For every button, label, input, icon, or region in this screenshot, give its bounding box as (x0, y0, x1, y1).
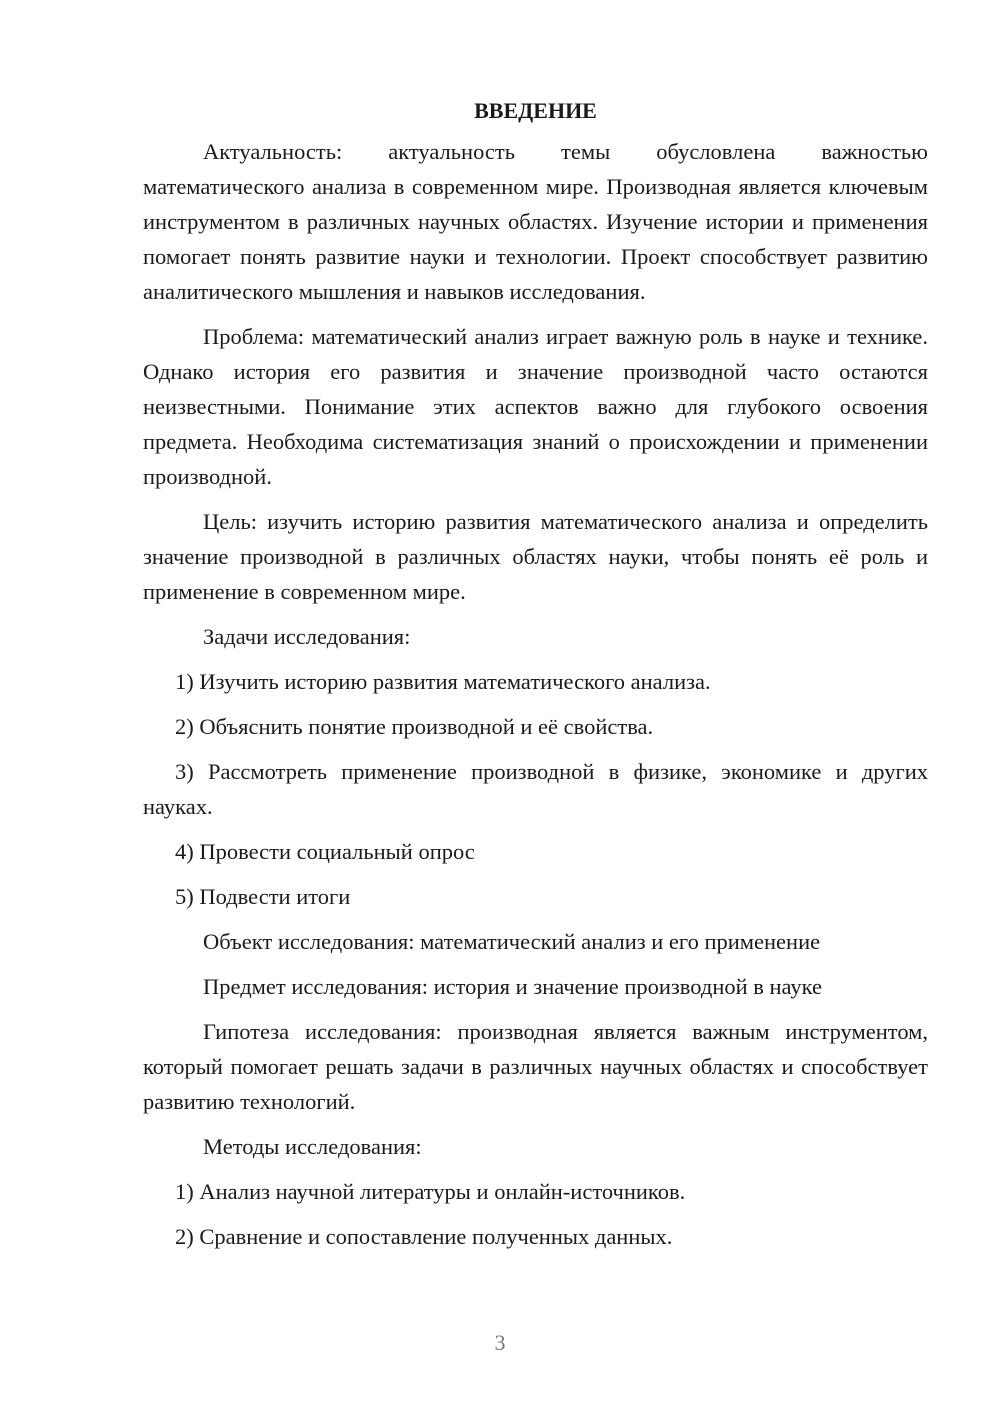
task-item-2: 2) Объяснить понятие производной и её свойства. (175, 714, 654, 739)
task-item-3: 3) Рассмотреть применение производной в физике, экономике и других науках. (143, 759, 928, 819)
task-item-5: 5) Подвести итоги (175, 884, 351, 909)
method-item-2: 2) Сравнение и сопоставление полученных данных. (175, 1224, 673, 1249)
section-heading: ВВЕДЕНИЕ (474, 98, 597, 123)
hypothesis-paragraph: Гипотеза исследования: производная является важным инструментом, который помогает решать задачи в различных научных областях и способствует развитию технологий. (143, 1019, 928, 1114)
goal-paragraph: Цель: изучить историю развития математического анализа и определить значение производной в различных областях науки, чтобы понять её роль и применение в современном мире. (143, 509, 928, 604)
method-item-1: 1) Анализ научной литературы и онлайн-источников. (175, 1179, 686, 1204)
page-number: 3 (494, 1330, 506, 1355)
methods-title: Методы исследования: (203, 1134, 422, 1159)
document-page (143, 96, 928, 1264)
object-line: Объект исследования: математический анализ и его применение (203, 929, 821, 954)
task-item-4: 4) Провести социальный опрос (175, 839, 475, 864)
relevance-paragraph: Актуальность: актуальность темы обусловлена важностью математического анализа в современном мире. Производная является ключевым инструментом в различных научных областях. Изучение истории и применения помогает понять развитие науки и технологии. Проект способствует развитию аналитического мышления и навыков исследования. (143, 139, 928, 304)
subject-line: Предмет исследования: история и значение производной в науке (203, 974, 823, 999)
tasks-title: Задачи исследования: (203, 624, 411, 649)
problem-paragraph: Проблема: математический анализ играет важную роль в науке и технике. Однако история его развития и значение производной часто остаются неизвестными. Понимание этих аспектов важно для глубокого освоения предмета. Необходима систематизация знаний о происхождении и применении производной. (143, 324, 928, 489)
task-item-1: 1) Изучить историю развития математического анализа. (175, 669, 711, 694)
